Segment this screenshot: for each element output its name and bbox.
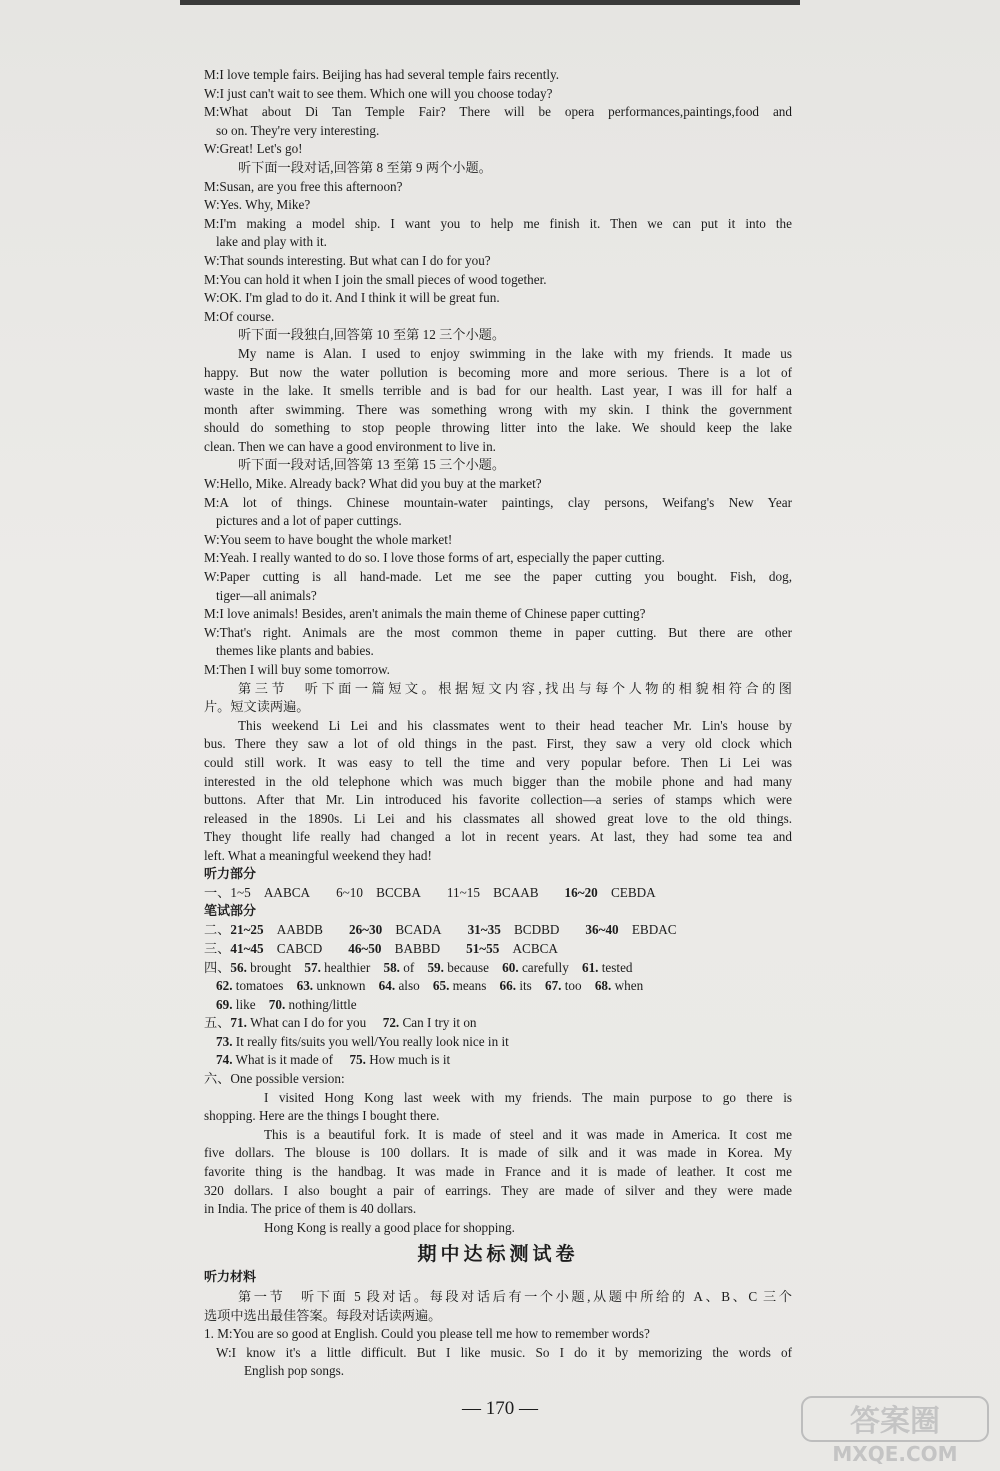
item-number: 64. <box>378 978 396 994</box>
scan-edge <box>180 0 800 5</box>
item-number: 75. <box>349 1052 366 1068</box>
transcript-line: My name is Alan. I used to enjoy swimming in the lake with my friends. It made us <box>238 345 792 361</box>
answer-word: brought <box>250 959 292 975</box>
transcript-line: M:I love temple fairs. Beijing has had several temple fairs recently. <box>204 67 560 82</box>
transcript-line: M:Yeah. I really wanted to do so. I love those forms of art, especially the paper cutting. <box>204 550 665 566</box>
answer-text: It really fits/suits you well/You really look nice in it <box>235 1033 509 1049</box>
section-5-answers-row-2 <box>204 1033 792 1052</box>
question-1-man: 1. M:You are so good at English. Could you please tell me how to remember words? <box>204 1326 650 1342</box>
transcript-block <box>204 66 792 866</box>
transcript-line: 听下面一段对话,回答第 8 至第 9 两个小题。 <box>238 159 492 175</box>
range: 36~40 <box>585 922 619 938</box>
range: 21~25 <box>230 922 264 938</box>
answer-word: of <box>403 959 415 975</box>
section-4-answers-row-3 <box>204 996 792 1015</box>
range: 51~55 <box>466 940 500 956</box>
watermark-text: 答案圈 <box>850 1404 940 1439</box>
range: 16~20 <box>564 885 598 901</box>
midterm-title: 期中达标测试卷 <box>417 1243 579 1266</box>
item-number: 74. <box>216 1052 233 1068</box>
transcript-line: should do something to stop people throwing litter into the lake. We should keep the lake <box>204 420 792 436</box>
item-number: 57. <box>304 959 321 975</box>
watermark-url: MXQE.COM <box>832 1442 958 1465</box>
range: 46~50 <box>348 940 382 956</box>
item-number: 61. <box>581 959 599 975</box>
range: 6~10 <box>336 885 363 901</box>
transcript-line: M:Of course. <box>204 308 275 324</box>
answer-key: ACBCA <box>512 940 558 956</box>
answer-key: BCDBD <box>513 922 560 938</box>
answer-text: Can I try it on <box>402 1015 477 1031</box>
transcript-line: month after swimming. There was something wrong with my skin. I think the government <box>204 401 792 417</box>
answer-key: BCCBA <box>376 885 421 901</box>
range: 31~35 <box>467 922 501 938</box>
range: 1~5 <box>230 885 251 901</box>
answer-key: CEBDA <box>610 885 656 901</box>
item-number: 72. <box>382 1015 400 1031</box>
transcript-line: This weekend Li Lei and his classmates went to their head teacher Mr. Lin's house by <box>238 717 792 733</box>
section-3-answers <box>204 940 792 959</box>
transcript-line: M:What about Di Tan Temple Fair? There will be opera performances,paintings,food and <box>204 104 792 120</box>
answer-key: BABBD <box>394 940 441 956</box>
answer-text: How much is it <box>369 1052 451 1068</box>
transcript-line: 片。短文读两遍。 <box>204 699 310 715</box>
transcript-line: lake and play with it. <box>216 234 327 250</box>
item-number: 60. <box>502 959 519 975</box>
answer-key: BCADA <box>395 922 442 938</box>
answer-word: means <box>452 978 487 994</box>
part-prefix: 四、 <box>204 959 231 975</box>
transcript-line: 听下面一段独白,回答第 10 至第 12 三个小题。 <box>238 327 506 343</box>
transcript-line: W:That's right. Animals are the most common theme in paper cutting. But there are other <box>204 624 792 640</box>
answer-word: tomatoes <box>235 978 284 994</box>
item-number: 70. <box>268 996 286 1012</box>
item-number: 59. <box>427 959 444 975</box>
section-6-label <box>204 1070 792 1089</box>
answer-word: too <box>564 978 582 994</box>
essay-line: five dollars. The blouse is 100 dollars. It is made of silk and it was made in Korea. My <box>204 1145 792 1161</box>
item-number: 71. <box>230 1015 247 1031</box>
transcript-line: happy. But now the water pollution is becoming more and more serious. There is a lot of <box>204 364 792 380</box>
answer-key: AABCA <box>263 885 311 901</box>
document-content <box>204 66 792 1381</box>
part-prefix: 六、 <box>204 1071 231 1087</box>
essay-line: shopping. Here are the things I bought there. <box>204 1108 440 1124</box>
item-number: 69. <box>216 996 233 1012</box>
answer-word: also <box>398 978 420 994</box>
transcript-line: waste in the lake. It smells terrible and is bad for our health. Last year, I was ill for half a <box>204 383 792 399</box>
transcript-line: W:Great! Let's go! <box>204 141 303 157</box>
answer-text: What is it made of <box>235 1052 333 1068</box>
answer-word: because <box>447 959 489 975</box>
item-number: 73. <box>216 1033 233 1049</box>
range: 11~15 <box>446 885 480 901</box>
item-number: 67. <box>544 978 562 994</box>
transcript-line: W:I just can't wait to see them. Which one will you choose today? <box>204 85 553 101</box>
essay-line: I visited Hong Kong last week with my friends. The main purpose to go there is <box>264 1089 792 1105</box>
part-prefix: 五、 <box>204 1015 231 1031</box>
answer-key: AABDB <box>276 922 323 938</box>
answer-text: What can I do for you <box>250 1015 367 1031</box>
part-prefix: 三、 <box>204 940 231 956</box>
transcript-line: W:Paper cutting is all hand-made. Let me see the paper cutting you bought. Fish, dog, <box>204 569 792 585</box>
transcript-line: M:Then I will buy some tomorrow. <box>204 662 390 677</box>
transcript-line: tiger—all animals? <box>216 587 317 603</box>
section-1-intro-line-2: 选项中选出最佳答案。每段对话读两遍。 <box>204 1307 442 1323</box>
writing-section-heading: 笔试部分 <box>204 903 257 919</box>
section-4-answers-row-2 <box>204 977 792 996</box>
watermark-graphic <box>800 1395 990 1465</box>
transcript-line: themes like plants and babies. <box>216 643 374 659</box>
answer-word: its <box>519 978 532 994</box>
item-number: 66. <box>499 978 517 994</box>
transcript-line: M:I'm making a model ship. I want you to help me finish it. Then we can put it into the <box>204 215 792 231</box>
transcript-line: buttons. After that Mr. Lin introduced his favorite collection—a series of stamps which were <box>204 792 792 808</box>
listening-material-heading: 听力材料 <box>204 1270 257 1286</box>
watermark-logo <box>800 1395 990 1465</box>
section-4-answers-row-1 <box>204 959 792 978</box>
answer-word: tested <box>601 959 633 975</box>
essay-line: favorite thing is the handbag. It was made in France and it is made of leather. It cost me <box>204 1164 792 1180</box>
question-1-woman-cont: English pop songs. <box>244 1363 345 1379</box>
section-2-answers <box>204 921 792 940</box>
transcript-line: 听下面一段对话,回答第 13 至第 15 三个小题。 <box>238 457 506 473</box>
transcript-line: W:You seem to have bought the whole market! <box>204 531 453 547</box>
transcript-line: M:You can hold it when I join the small pieces of wood together. <box>204 271 547 287</box>
essay-line: Hong Kong is really a good place for shopping. <box>264 1219 515 1235</box>
part-prefix: 一、 <box>204 885 231 901</box>
listening-answers <box>204 884 792 903</box>
transcript-line: clean. Then we can have a good environment to live in. <box>204 438 496 454</box>
item-number: 58. <box>383 959 400 975</box>
transcript-line: W:That sounds interesting. But what can I do for you? <box>204 252 491 268</box>
answer-key: CABCD <box>276 940 323 956</box>
page-number: — 170 — <box>462 1398 538 1419</box>
transcript-line: bus. There they saw a lot of old things in the past. First, they saw a very old clock which <box>204 736 792 752</box>
answer-word: carefully <box>521 959 569 975</box>
answer-key: BCAAB <box>493 885 539 901</box>
answer-word: healthier <box>324 959 371 975</box>
section-5-answers-row-3 <box>204 1051 792 1070</box>
transcript-line: pictures and a lot of paper cuttings. <box>216 513 402 529</box>
transcript-line: 第三节 听下面一篇短文。根据短文内容,找出与每个人物的相貌相符合的图 <box>238 680 792 696</box>
transcript-line: They thought life really had changed a lot in recent years. At last, they had some tea and <box>204 829 792 845</box>
transcript-line: so on. They're very interesting. <box>216 122 380 138</box>
essay-line: in India. The price of them is 40 dollars. <box>204 1201 417 1217</box>
item-number: 62. <box>216 978 233 994</box>
essay-line: This is a beautiful fork. It is made of steel and it was made in America. It cost me <box>264 1126 792 1142</box>
transcript-line: W:Hello, Mike. Already back? What did you buy at the market? <box>204 476 542 492</box>
section-1-intro-line-1: 第一节 听下面 5 段对话。每段对话后有一个小题,从题中所给的 A、B、C 三个 <box>238 1289 792 1304</box>
version-label: One possible version: <box>230 1071 345 1087</box>
range: 26~30 <box>348 922 383 938</box>
question-1-woman: W:I know it's a little difficult. But I like music. So I do it by memorizing the words of <box>216 1344 792 1360</box>
transcript-line: interested in the old telephone which was much bigger than the mobile phone and had many <box>204 773 792 789</box>
answer-word: nothing/little <box>288 996 357 1012</box>
transcript-line: M:I love animals! Besides, aren't animals the main theme of Chinese paper cutting? <box>204 606 646 622</box>
answer-word: when <box>614 978 644 994</box>
answer-key: EBDAC <box>631 922 677 938</box>
range: 41~45 <box>230 940 264 956</box>
item-number: 56. <box>230 959 247 975</box>
transcript-line: could still work. It was easy to tell the time and very popular before. Then Li Lei was <box>204 754 792 770</box>
item-number: 63. <box>296 978 314 994</box>
transcript-line: W:Yes. Why, Mike? <box>204 197 311 213</box>
answer-word: like <box>235 996 256 1012</box>
part-prefix: 二、 <box>204 922 231 938</box>
essay-line: 320 dollars. I also bought a pair of earrings. They are made of silver and they were made <box>204 1182 792 1198</box>
section-5-answers-row-1 <box>204 1014 792 1033</box>
answer-word: unknown <box>316 978 366 994</box>
transcript-line: M:A lot of things. Chinese mountain-water paintings, clay persons, Weifang's New Year <box>204 494 792 510</box>
transcript-line: released in the 1890s. Li Lei and his classmates all showed great love to the old things. <box>204 810 792 826</box>
transcript-line: M:Susan, are you free this afternoon? <box>204 178 403 194</box>
item-number: 65. <box>432 978 450 994</box>
transcript-line: left. What a meaningful weekend they had! <box>204 847 432 863</box>
item-number: 68. <box>594 978 612 994</box>
sample-essay <box>204 1089 792 1238</box>
listening-section-heading: 听力部分 <box>204 866 257 882</box>
transcript-line: W:OK. I'm glad to do it. And I think it will be great fun. <box>204 290 500 306</box>
